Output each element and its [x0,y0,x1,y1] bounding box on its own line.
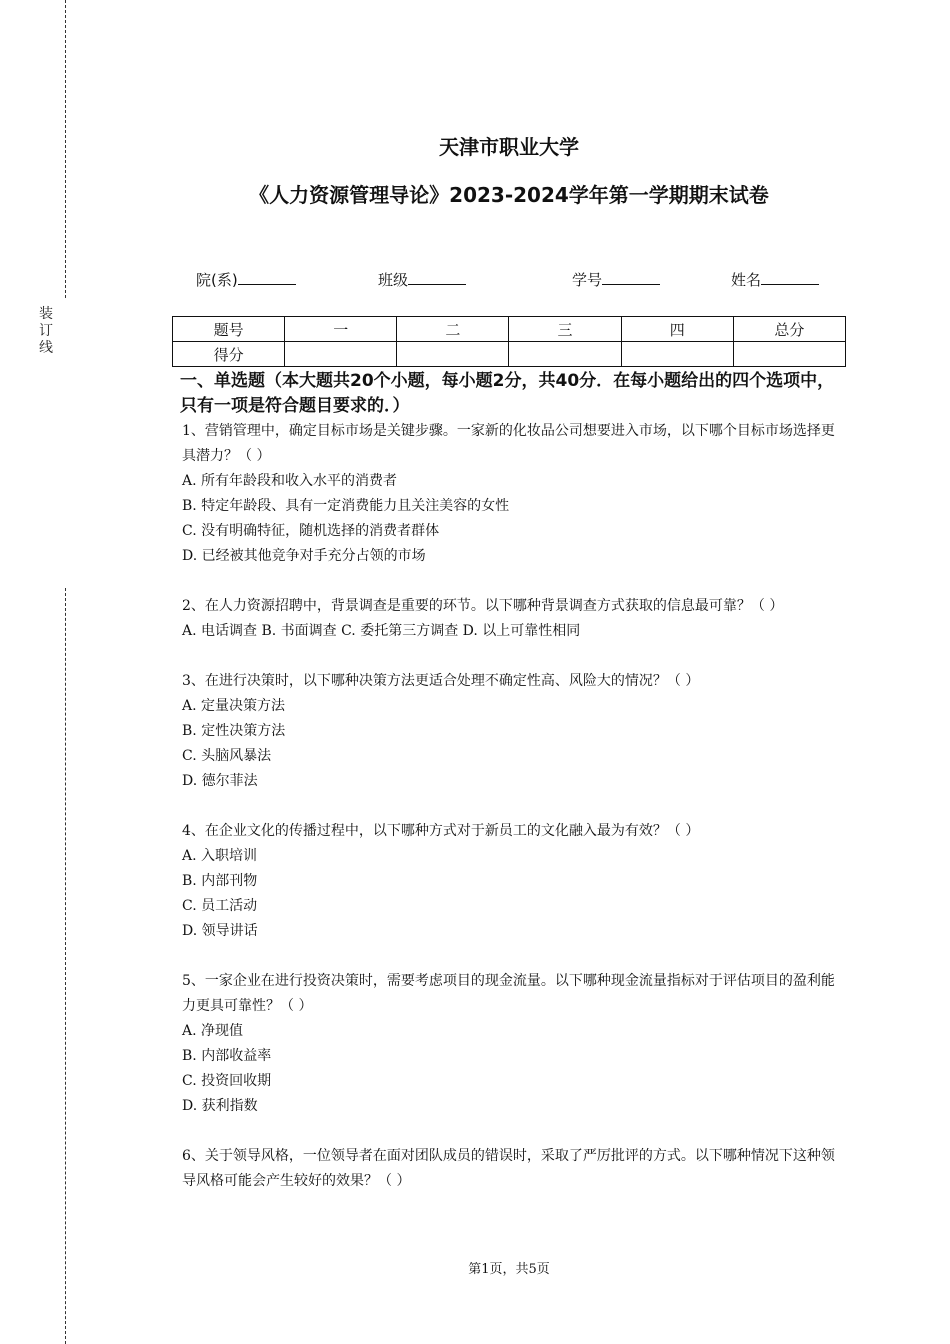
option-a: A. 入职培训 [182,848,258,864]
option-b: B. 内部刊物 [182,873,258,889]
score-table [172,316,846,367]
option-a: A. 所有年龄段和收入水平的消费者 [182,473,398,489]
binding-char: 线 [39,340,53,356]
name-label: 姓名 [731,271,762,289]
section-heading: 一、单选题（本大题共20个小题，每小题2分，共40分．在每小题给出的四个选项中，只有一项是符合题目要求的．） [180,371,835,416]
class-field [378,269,466,290]
question-2 [182,594,838,644]
score-table-cell: 四 [621,317,733,342]
option-b: B. 内部收益率 [182,1048,272,1064]
score-row-label: 得分 [173,342,285,367]
score-table-cell: 总分 [733,317,845,342]
score-table-cell: 二 [397,317,509,342]
score-table-score-row [173,342,846,367]
department-field [196,269,296,290]
option-line: A. 电话调查 B. 书面调查 C. 委托第三方调查 D. 以上可靠性相同 [182,623,581,639]
question-3 [182,669,838,794]
student-id-blank[interactable] [602,270,660,285]
name-field [731,269,819,290]
department-blank[interactable] [238,270,296,285]
option-d: D. 获利指数 [182,1098,258,1114]
binding-char: 订 [39,323,53,339]
score-table-cell: 一 [285,317,397,342]
score-entry-cell[interactable] [397,342,509,367]
class-blank[interactable] [408,270,466,285]
exam-content [182,369,838,1219]
score-table-header-row [173,317,846,342]
question-5 [182,969,838,1119]
score-table-cell: 三 [509,317,621,342]
option-a: A. 定量决策方法 [182,698,286,714]
student-id-field [572,269,660,290]
score-entry-cell[interactable] [621,342,733,367]
option-d: D. 德尔菲法 [182,773,258,789]
question-text: 2、在人力资源招聘中，背景调查是重要的环节。以下哪种背景调查方式获取的信息最可靠？（ ） [182,598,784,614]
option-d: D. 已经被其他竞争对手充分占领的市场 [182,548,426,564]
score-entry-cell[interactable] [509,342,621,367]
question-1 [182,419,838,569]
option-b: B. 定性决策方法 [182,723,286,739]
question-text: 5、一家企业在进行投资决策时，需要考虑项目的现金流量。以下哪种现金流量指标对于评估项目的盈利能力更具可靠性？（ ） [182,973,835,1014]
option-a: A. 净现值 [182,1023,244,1039]
department-label: 院(系) [196,271,238,289]
option-b: B. 特定年龄段、具有一定消费能力且关注美容的女性 [182,498,510,514]
question-text: 1、营销管理中，确定目标市场是关键步骤。一家新的化妆品公司想要进入市场，以下哪个目标市场选择更具潜力？（ ） [182,423,835,464]
option-c: C. 投资回收期 [182,1073,272,1089]
question-text: 4、在企业文化的传播过程中，以下哪种方式对于新员工的文化融入最为有效？（ ） [182,823,700,839]
score-entry-cell[interactable] [285,342,397,367]
option-c: C. 没有明确特征，随机选择的消费者群体 [182,523,440,539]
name-blank[interactable] [761,270,819,285]
question-4 [182,819,838,944]
student-id-label: 学号 [572,271,603,289]
exam-title: 《人力资源管理导论》2023-2024学年第一学期期末试卷 [249,183,769,207]
school-title: 天津市职业大学 [439,135,579,159]
question-text: 3、在进行决策时，以下哪种决策方法更适合处理不确定性高、风险大的情况？（ ） [182,673,700,689]
option-c: C. 员工活动 [182,898,258,914]
binding-label [37,306,55,357]
option-d: D. 领导讲话 [182,923,258,939]
question-6 [182,1144,838,1194]
score-table-cell: 题号 [173,317,285,342]
page-footer: 第1页，共5页 [468,1262,550,1277]
score-entry-cell[interactable] [733,342,845,367]
class-label: 班级 [378,271,409,289]
option-c: C. 头脑风暴法 [182,748,272,764]
binding-dashed-line-bottom [65,588,66,1344]
binding-char: 装 [39,306,53,322]
question-text: 6、关于领导风格，一位领导者在面对团队成员的错误时，采取了严厉批评的方式。以下哪种情况下这种领导风格可能会产生较好的效果？（ ） [182,1148,835,1189]
